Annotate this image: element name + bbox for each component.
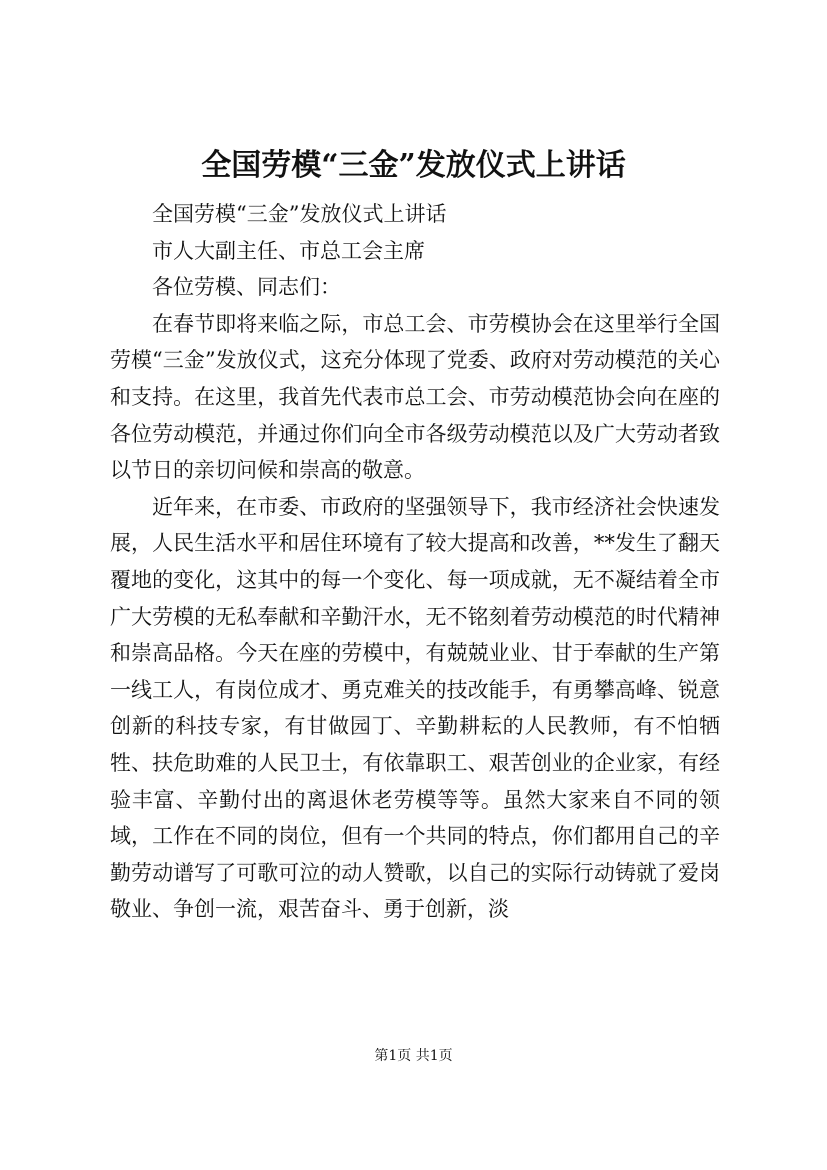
speaker-line: 市人大副主任、市总工会主席 — [152, 238, 425, 263]
page-number-footer: 第1页 共1页 — [374, 1048, 453, 1064]
paragraph: 在春节即将来临之际，市总工会、市劳模协会在这里举行全国劳模“三金”发放仪式，这充分体现了党委、政府对劳动模范的关心和支持。在这里，我首先代表市总工会、市劳动模范协会向在座的各位劳动模范，并通过你们向全市各级劳动模范以及广大劳动者致以节日的亲切问候和崇高的敬意。 — [110, 311, 720, 483]
subtitle-line: 全国劳模“三金”发放仪式上讲话 — [152, 202, 447, 226]
paragraph: 近年来，在市委、市政府的坚强领导下，我市经济社会快速发展，人民生活水平和居住环境有了较大提高和改善，**发生了翻天覆地的变化，这其中的每一个变化、每一项成就，无不凝结着全市广大劳模的无私奉献和辛勤汗水，无不铭刻着劳动模范的时代精神和崇高品格。今天在座的劳模中，有兢兢业业、甘于奉献的生产第一线工人，有岗位成才、勇克难关的技改能手，有勇攀高峰、锐意创新的科技专家，有甘做园丁、辛勤耕耘的人民教师，有不怕牺牲、扶危助难的人民卫士，有依靠职工、艰苦创业的企业家，有经验丰富、辛勤付出的离退休老劳模等等。虽然大家来自不同的领域，工作在不同的岗位，但有一个共同的特点，你们都用自己的辛勤劳动谱写了可歌可泣的动人赞歌，以自己的实际行动铸就了爱岗敬业、争创一流，艰苦奋斗、勇于创新，淡 — [110, 494, 720, 922]
salutation-line: 各位劳模、同志们： — [152, 275, 341, 300]
document-title: 全国劳模“三金”发放仪式上讲话 — [201, 148, 626, 183]
document-body — [110, 196, 720, 928]
